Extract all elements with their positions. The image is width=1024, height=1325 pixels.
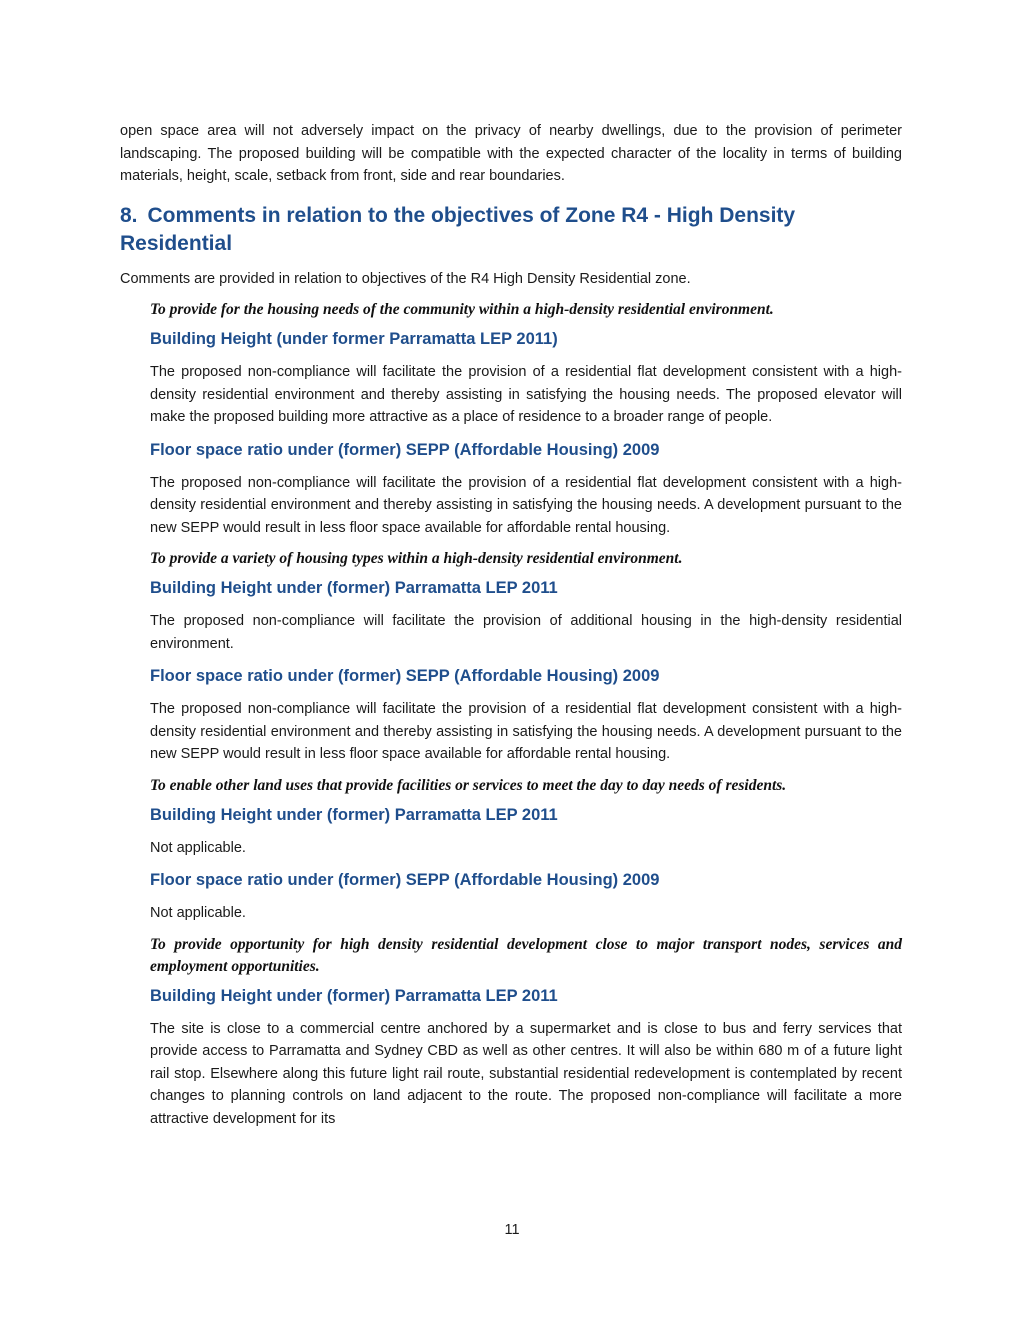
objective-block bbox=[120, 775, 902, 925]
subheading: Building Height under (former) Parramatta LEP 2011 bbox=[150, 805, 558, 824]
body-paragraph: Not applicable. bbox=[150, 905, 246, 921]
objective-title: To enable other land uses that provide facilities or services to meet the day to day needs of residents. bbox=[150, 776, 787, 794]
section-number: 8. bbox=[120, 203, 138, 227]
page-number: 11 bbox=[504, 1222, 520, 1238]
body-paragraph: The proposed non-compliance will facilitate the provision of a residential flat development consistent with a high-density residential environment and thereby assisting in satisfying the housing needs. A development pursuant to the new SEPP would result in less floor space available for affordable rental housing. bbox=[150, 474, 902, 536]
objective-block bbox=[120, 299, 902, 539]
body-paragraph: The proposed non-compliance will facilitate the provision of a residential flat development consistent with a high-density residential environment and thereby assisting in satisfying the housing needs. The proposed elevator will make the proposed building more attractive as a place of residence to a broader range of people. bbox=[150, 364, 902, 425]
subheading: Floor space ratio under (former) SEPP (Affordable Housing) 2009 bbox=[150, 440, 660, 459]
intro-paragraph: open space area will not adversely impact on the privacy of nearby dwellings, due to the provision of perimeter landscaping. The proposed building will be compatible with the expected character of the locality in terms of building materials, height, scale, setback from front, side and rear boundaries. bbox=[120, 123, 902, 184]
section-intro: Comments are provided in relation to objectives of the R4 High Density Residential zone. bbox=[120, 270, 691, 287]
objective-block bbox=[120, 934, 902, 1131]
subheading: Floor space ratio under (former) SEPP (Affordable Housing) 2009 bbox=[150, 871, 660, 889]
subheading: Building Height under (former) Parramatta LEP 2011 bbox=[150, 986, 558, 1005]
subheading: Building Height (under former Parramatta LEP 2011) bbox=[150, 330, 558, 348]
objective-title: To provide opportunity for high density residential development close to major transport nodes, services and employment opportunities. bbox=[150, 935, 902, 975]
body-paragraph: The proposed non-compliance will facilitate the provision of additional housing in the high-density residential environment. bbox=[150, 613, 902, 652]
objective-title: To provide for the housing needs of the community within a high-density residential environment. bbox=[150, 301, 774, 318]
body-paragraph: The proposed non-compliance will facilitate the provision of a residential flat development consistent with a high-density residential environment and thereby assisting in satisfying the housing needs. A development pursuant to the new SEPP would result in less floor space available for affordable rental housing. bbox=[150, 701, 902, 762]
body-paragraph: Not applicable. bbox=[150, 839, 246, 856]
objective-block bbox=[120, 548, 902, 766]
subheading: Floor space ratio under (former) SEPP (Affordable Housing) 2009 bbox=[150, 667, 660, 685]
objective-title: To provide a variety of housing types within a high-density residential environment. bbox=[150, 550, 683, 567]
body-paragraph: The site is close to a commercial centre anchored by a supermarket and is close to bus and ferry services that provide access to Parramatta and Sydney CBD as well as other centres. It will also be within 680 m of a future light rail stop. Elsewhere along this future light rail route, substantial residential redevelopment is contemplated by recent changes to planning controls on land adjacent to the route. The proposed non-compliance will facilitate a more attractive development for its bbox=[150, 1020, 902, 1127]
section-heading bbox=[120, 202, 902, 258]
section-title: Comments in relation to the objectives of Zone R4 - High Density Residential bbox=[120, 203, 796, 255]
subheading: Building Height under (former) Parramatta LEP 2011 bbox=[150, 579, 558, 597]
page-content bbox=[120, 120, 902, 1139]
